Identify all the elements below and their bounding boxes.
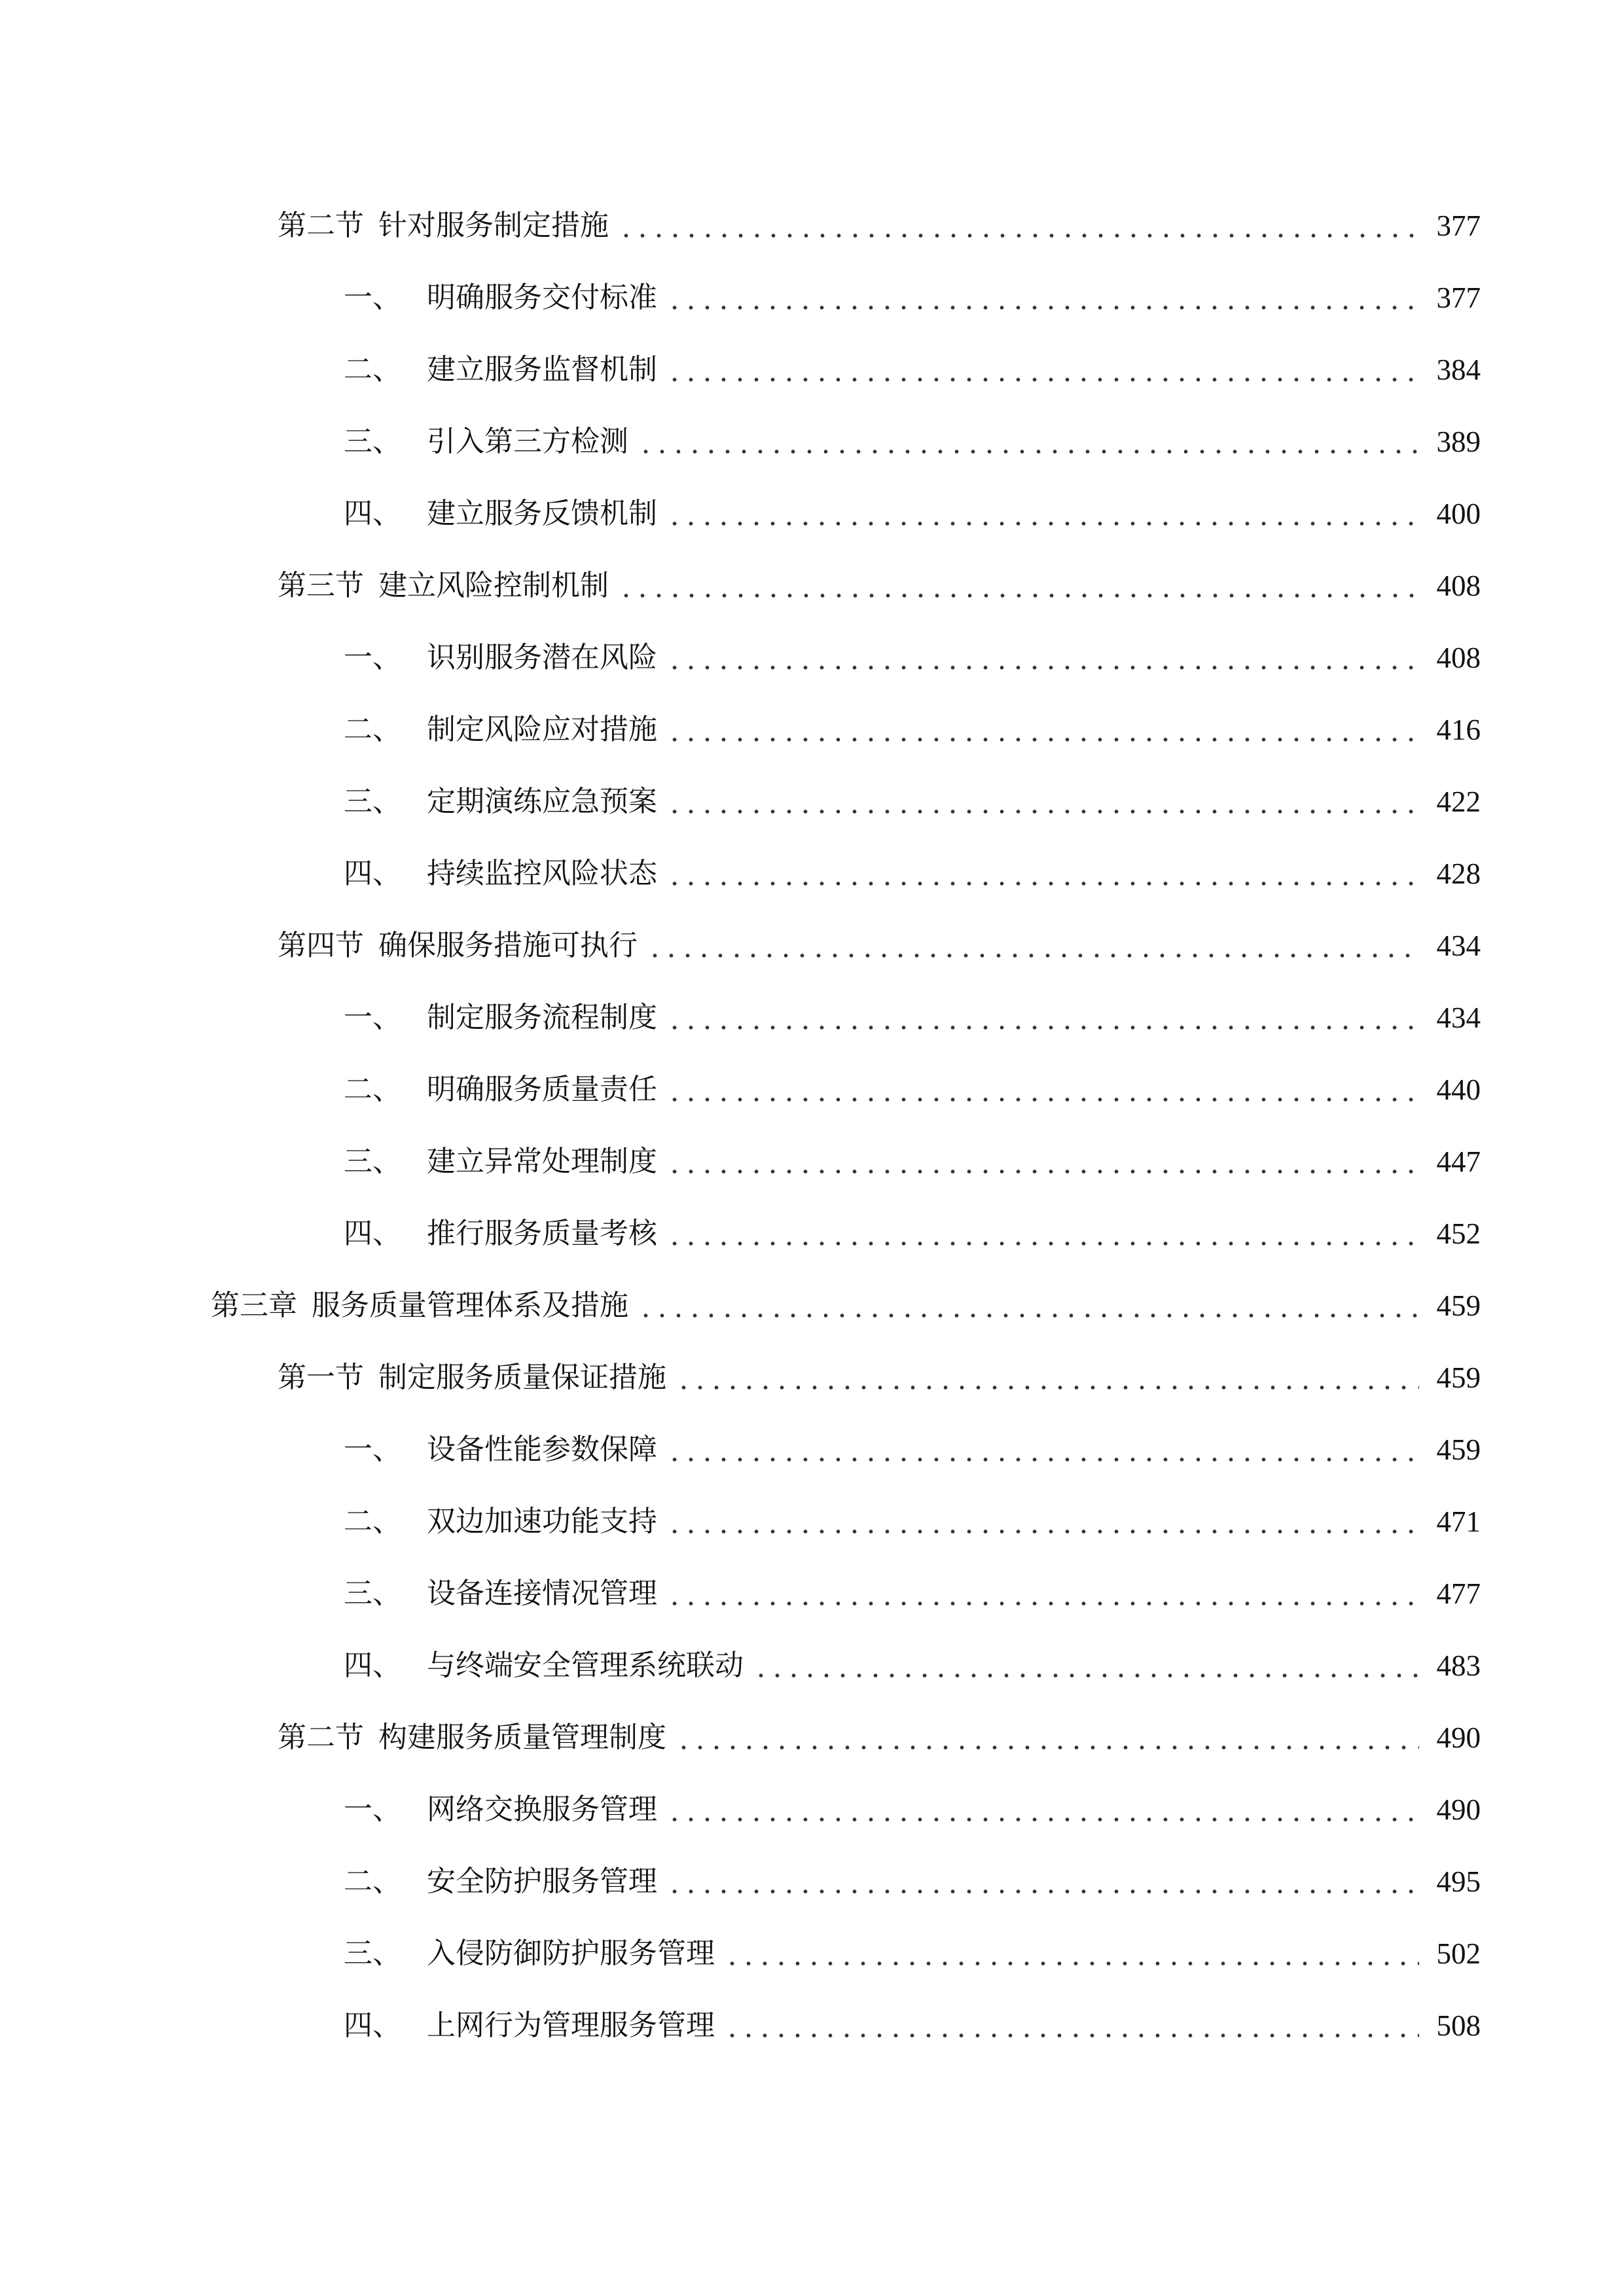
toc-row[interactable]: [0, 982, 1624, 1054]
toc-row[interactable]: [0, 478, 1624, 550]
toc-title: 建立服务反馈机制: [427, 497, 657, 530]
toc-title: 入侵防御防护服务管理: [427, 1937, 715, 1970]
toc-page-number: 447: [1436, 1145, 1481, 1178]
dot-leader: [638, 1291, 1419, 1320]
toc-entry: [344, 1795, 1481, 1825]
toc-row[interactable]: [0, 1198, 1624, 1270]
toc-title: 针对服务制定措施: [378, 209, 609, 242]
toc-row[interactable]: [0, 1990, 1624, 2062]
toc-page-number: 502: [1436, 1937, 1481, 1970]
toc-title: 服务质量管理体系及措施: [312, 1289, 628, 1322]
toc-entry: [344, 499, 1481, 529]
toc-number: 第四节: [278, 929, 364, 962]
toc-row[interactable]: [0, 910, 1624, 982]
toc-number: 三、: [344, 785, 401, 818]
toc-page-number: 483: [1436, 1649, 1481, 1682]
dot-leader: [618, 211, 1419, 240]
dot-leader: [666, 1507, 1419, 1536]
toc-entry: [344, 355, 1481, 385]
toc-title: 安全防护服务管理: [427, 1865, 657, 1898]
toc-entry: [344, 1507, 1481, 1537]
toc-title: 明确服务交付标准: [427, 281, 657, 314]
table-of-contents: [0, 190, 1624, 2062]
toc-number: 二、: [344, 1505, 401, 1538]
toc-entry: [344, 1003, 1481, 1033]
toc-row[interactable]: [0, 406, 1624, 478]
toc-row[interactable]: [0, 1846, 1624, 1918]
toc-title: 构建服务质量管理制度: [378, 1721, 666, 1754]
toc-title: 引入第三方检测: [427, 425, 628, 458]
toc-title: 网络交换服务管理: [427, 1793, 657, 1826]
toc-entry: [344, 643, 1481, 673]
toc-entry: [344, 859, 1481, 889]
toc-entry: [344, 1147, 1481, 1177]
toc-number: 第三章: [211, 1289, 297, 1322]
toc-page-number: 422: [1436, 785, 1481, 818]
toc-row[interactable]: [0, 694, 1624, 766]
toc-page-number: 408: [1436, 641, 1481, 674]
toc-entry: [278, 1363, 1481, 1393]
toc-entry: [344, 1075, 1481, 1105]
dot-leader: [666, 1435, 1419, 1464]
dot-leader: [666, 787, 1419, 816]
dot-leader: [666, 499, 1419, 528]
dot-leader: [666, 1075, 1419, 1104]
toc-row[interactable]: [0, 1126, 1624, 1198]
toc-page-number: 471: [1436, 1505, 1481, 1538]
toc-entry: [344, 2011, 1481, 2041]
toc-title: 确保服务措施可执行: [378, 929, 638, 962]
toc-entry: [344, 787, 1481, 817]
toc-page-number: 416: [1436, 713, 1481, 746]
toc-number: 二、: [344, 1865, 401, 1898]
toc-entry: [278, 1723, 1481, 1753]
toc-row[interactable]: [0, 622, 1624, 694]
toc-number: 三、: [344, 1145, 401, 1178]
toc-page-number: 477: [1436, 1577, 1481, 1610]
toc-entry: [344, 283, 1481, 313]
dot-leader: [666, 1219, 1419, 1248]
toc-row[interactable]: [0, 766, 1624, 838]
toc-row[interactable]: [0, 1702, 1624, 1774]
toc-number: 第二节: [278, 1721, 364, 1754]
toc-page-number: 408: [1436, 569, 1481, 602]
toc-page-number: 389: [1436, 425, 1481, 458]
toc-entry: [344, 1651, 1481, 1681]
dot-leader: [753, 1651, 1419, 1680]
toc-title: 制定风险应对措施: [427, 713, 657, 746]
dot-leader: [618, 571, 1419, 600]
dot-leader: [666, 643, 1419, 672]
toc-page-number: 434: [1436, 1001, 1481, 1034]
toc-number: 一、: [344, 1433, 401, 1466]
toc-entry: [344, 1435, 1481, 1465]
toc-page-number: 452: [1436, 1217, 1481, 1250]
toc-row[interactable]: [0, 334, 1624, 406]
toc-page-number: 440: [1436, 1073, 1481, 1106]
toc-title: 制定服务流程制度: [427, 1001, 657, 1034]
toc-page-number: 495: [1436, 1865, 1481, 1898]
toc-title: 识别服务潜在风险: [427, 641, 657, 674]
toc-number: 三、: [344, 425, 401, 458]
dot-leader: [676, 1723, 1419, 1752]
dot-leader: [724, 2011, 1419, 2040]
toc-entry: [278, 571, 1481, 601]
toc-number: 二、: [344, 1073, 401, 1106]
toc-title: 双边加速功能支持: [427, 1505, 657, 1538]
toc-entry: [344, 1579, 1481, 1609]
toc-row[interactable]: [0, 1414, 1624, 1486]
toc-row[interactable]: [0, 1270, 1624, 1342]
toc-number: 第三节: [278, 569, 364, 602]
toc-row[interactable]: [0, 1486, 1624, 1558]
toc-row[interactable]: [0, 1630, 1624, 1702]
dot-leader: [666, 355, 1419, 384]
toc-title: 建立异常处理制度: [427, 1145, 657, 1178]
toc-title: 制定服务质量保证措施: [378, 1361, 666, 1394]
toc-page-number: 377: [1436, 281, 1481, 314]
toc-page-number: 434: [1436, 929, 1481, 962]
toc-entry: [278, 931, 1481, 961]
toc-row[interactable]: [0, 1558, 1624, 1630]
toc-entry: [211, 1291, 1481, 1321]
toc-title: 上网行为管理服务管理: [427, 2009, 715, 2042]
toc-entry: [344, 1939, 1481, 1969]
dot-leader: [666, 1003, 1419, 1032]
toc-number: 第二节: [278, 209, 364, 242]
toc-page-number: 428: [1436, 857, 1481, 890]
toc-number: 三、: [344, 1577, 401, 1610]
toc-row[interactable]: [0, 550, 1624, 622]
toc-title: 设备连接情况管理: [427, 1577, 657, 1610]
toc-title: 定期演练应急预案: [427, 785, 657, 818]
toc-entry: [344, 715, 1481, 745]
toc-title: 与终端安全管理系统联动: [427, 1649, 744, 1682]
toc-number: 四、: [344, 497, 401, 530]
toc-number: 一、: [344, 281, 401, 314]
toc-number: 一、: [344, 1001, 401, 1034]
toc-row[interactable]: [0, 1054, 1624, 1126]
toc-title: 明确服务质量责任: [427, 1073, 657, 1106]
toc-number: 四、: [344, 1649, 401, 1682]
toc-number: 二、: [344, 713, 401, 746]
toc-page-number: 490: [1436, 1721, 1481, 1754]
toc-entry: [344, 427, 1481, 457]
toc-row[interactable]: [0, 838, 1624, 910]
toc-page-number: 459: [1436, 1289, 1481, 1322]
dot-leader: [724, 1939, 1419, 1968]
toc-number: 第一节: [278, 1361, 364, 1394]
dot-leader: [666, 1795, 1419, 1824]
toc-row[interactable]: [0, 1342, 1624, 1414]
dot-leader: [666, 1147, 1419, 1176]
dot-leader: [666, 859, 1419, 888]
toc-row[interactable]: [0, 262, 1624, 334]
toc-title: 推行服务质量考核: [427, 1217, 657, 1250]
dot-leader: [638, 427, 1419, 456]
toc-row[interactable]: [0, 1774, 1624, 1846]
dot-leader: [676, 1363, 1419, 1392]
toc-page-number: 459: [1436, 1433, 1481, 1466]
toc-page-number: 377: [1436, 209, 1481, 242]
toc-number: 三、: [344, 1937, 401, 1970]
toc-title: 建立服务监督机制: [427, 353, 657, 386]
toc-page-number: 384: [1436, 353, 1481, 386]
dot-leader: [647, 931, 1419, 960]
toc-number: 一、: [344, 641, 401, 674]
toc-number: 四、: [344, 857, 401, 890]
toc-number: 四、: [344, 1217, 401, 1250]
toc-title: 持续监控风险状态: [427, 857, 657, 890]
toc-page-number: 490: [1436, 1793, 1481, 1826]
dot-leader: [666, 715, 1419, 744]
toc-page-number: 400: [1436, 497, 1481, 530]
toc-number: 一、: [344, 1793, 401, 1826]
toc-entry: [344, 1219, 1481, 1249]
toc-page-number: 508: [1436, 2009, 1481, 2042]
toc-title: 建立风险控制机制: [378, 569, 609, 602]
dot-leader: [666, 1579, 1419, 1608]
toc-number: 四、: [344, 2009, 401, 2042]
dot-leader: [666, 283, 1419, 312]
toc-page-number: 459: [1436, 1361, 1481, 1394]
toc-title: 设备性能参数保障: [427, 1433, 657, 1466]
toc-row[interactable]: [0, 1918, 1624, 1990]
toc-entry: [344, 1867, 1481, 1897]
toc-entry: [278, 211, 1481, 241]
dot-leader: [666, 1867, 1419, 1896]
toc-row[interactable]: [0, 190, 1624, 262]
toc-number: 二、: [344, 353, 401, 386]
